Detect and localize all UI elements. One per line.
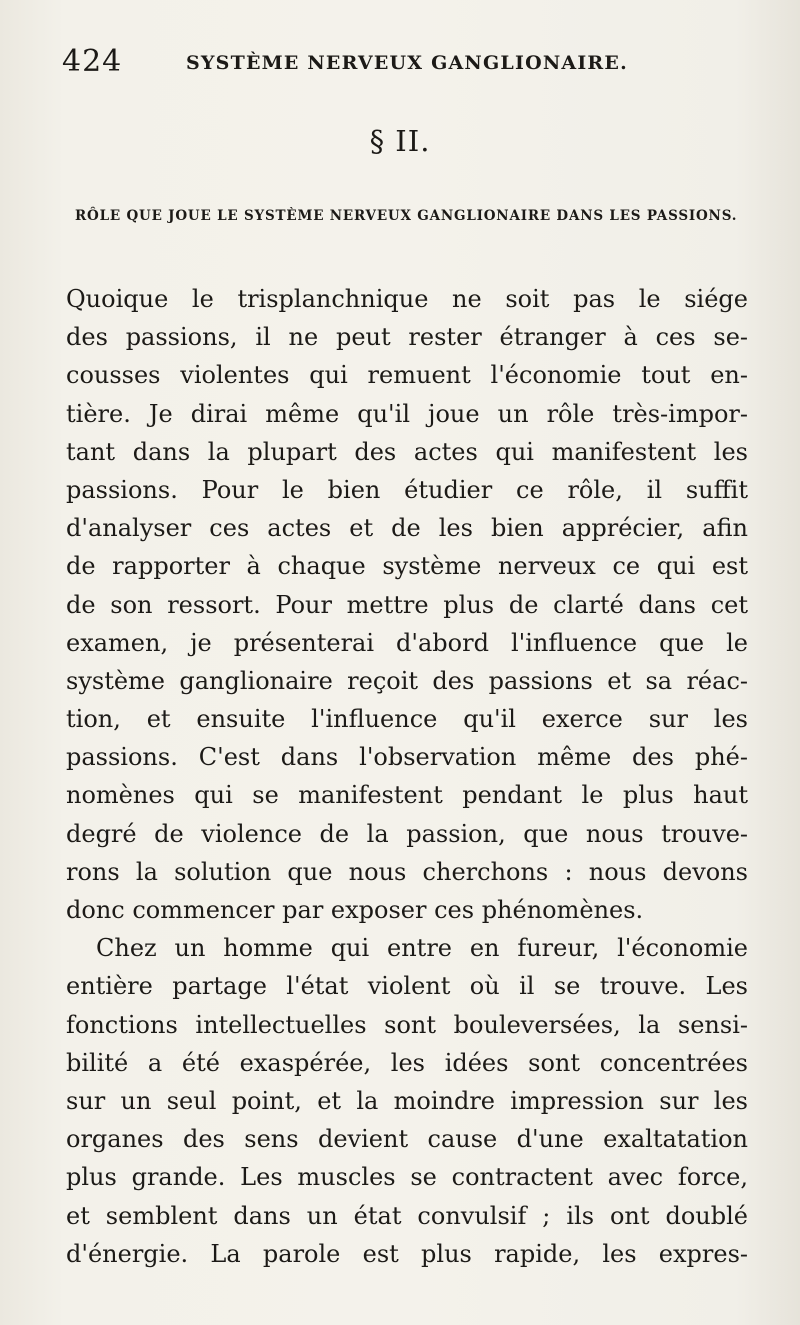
text-line: plus grande. Les muscles se contractent avec force, <box>66 1163 748 1192</box>
text-line: tière. Je dirai même qu'il joue un rôle très-impor- <box>66 399 748 428</box>
text-line: examen, je présenterai d'abord l'influence que le <box>66 628 748 657</box>
text-line: et semblent dans un état convulsif ; ils ont doublé <box>66 1201 748 1230</box>
text-line: organes des sens devient cause d'une exaltatation <box>66 1125 748 1154</box>
text-line: d'énergie. La parole est plus rapide, les expres- <box>66 1239 748 1268</box>
text-line: bilité a été exaspérée, les idées sont concentrées <box>66 1048 748 1077</box>
text-line: de son ressort. Pour mettre plus de clarté dans cet <box>66 590 748 619</box>
body-text <box>66 280 748 1273</box>
text-line: fonctions intellectuelles sont bouleversées, la sensi- <box>66 1010 748 1039</box>
text-line: Chez un homme qui entre en fureur, l'économie <box>96 934 748 963</box>
text-line: entière partage l'état violent où il se trouve. Les <box>66 972 748 1001</box>
section-subtitle: RÔLE QUE JOUE LE SYSTÈME NERVEUX GANGLIONAIRE DANS LES PASSIONS. <box>75 208 738 224</box>
text-line: donc commencer par exposer ces phénomènes. <box>66 896 644 924</box>
text-line: sur un seul point, et la moindre impression sur les <box>66 1086 748 1115</box>
text-line: passions. Pour le bien étudier ce rôle, il suffit <box>66 475 748 504</box>
text-line: passions. C'est dans l'observation même des phé- <box>66 743 748 772</box>
page-number: 424 <box>62 44 123 79</box>
running-title: SYSTÈME NERVEUX GANGLIONAIRE. <box>186 52 628 74</box>
text-line: nomènes qui se manifestent pendant le plus haut <box>66 781 748 810</box>
text-line: degré de violence de la passion, que nous trouve- <box>66 819 748 848</box>
page-header <box>62 44 762 84</box>
text-line: tant dans la plupart des actes qui manifestent les <box>66 437 748 466</box>
text-line: d'analyser ces actes et de les bien apprécier, afin <box>66 514 748 543</box>
text-line: Quoique le trisplanchnique ne soit pas le siége <box>66 285 748 313</box>
text-line: de rapporter à chaque système nerveux ce qui est <box>66 552 748 581</box>
section-title: § II. <box>369 124 431 158</box>
text-line: rons la solution que nous cherchons : nous devons <box>66 857 748 886</box>
text-line: cousses violentes qui remuent l'économie tout en- <box>66 361 748 390</box>
text-line: des passions, il ne peut rester étranger à ces se- <box>66 323 748 352</box>
text-line: tion, et ensuite l'influence qu'il exerce sur les <box>66 705 748 734</box>
text-line: système ganglionaire reçoit des passions et sa réac- <box>66 666 748 695</box>
